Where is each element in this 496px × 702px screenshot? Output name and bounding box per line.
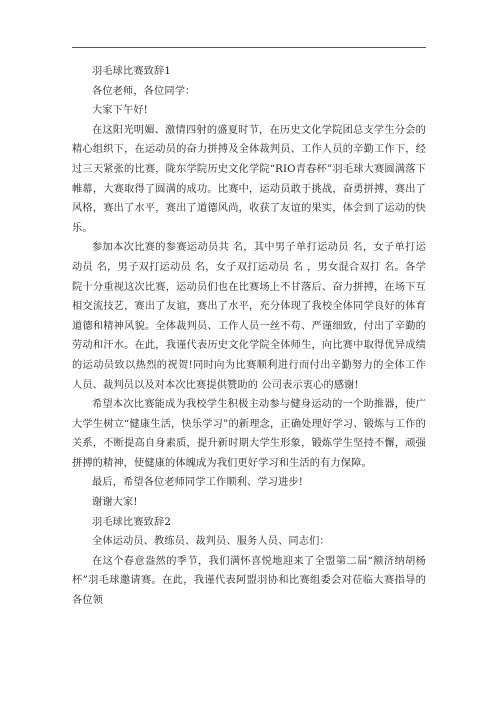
document-body [72, 62, 426, 611]
closing-line-1: 最后，希望各位老师同学工作顺利、学习进步! [92, 477, 303, 489]
salutation-1: 各位老师，各位同学： [92, 85, 196, 97]
greeting-1: 大家下午好! [92, 105, 148, 117]
body-paragraph-3: 希望本次比赛能成为我校学生积极主动参与健身运动的一个助推器，使广大学生树立“健康生活，快乐学习”的新理念，正确处理好学习、锻炼与工作的关系，不断提高自身素质，提升新时期大学生形象，锻炼学生坚持不懈，顽强拼搏的精神，使健康的体魄成为我们更好学习和生活的有力保障。 [72, 399, 426, 469]
body-paragraph-4: 在这个春意盎然的季节，我们满怀喜悦地迎来了全盟第二届“额济纳胡杨杯”羽毛球邀请赛。在此，我谨代表阿盟羽协和比赛组委会对莅临大赛指导的各位领 [72, 555, 426, 607]
section-title-2: 羽毛球比赛致辞2 [92, 516, 171, 528]
header-rule [72, 47, 426, 48]
salutation-2: 全体运动员、教练员、裁判员、服务人员、同志们： [92, 536, 330, 548]
section-title-1: 羽毛球比赛致辞1 [92, 66, 171, 77]
thanks-line-1: 谢谢大家! [92, 497, 138, 509]
body-paragraph-1: 在这阳光明媚、激情四射的盛夏时节，在历史文化学院团总支学生分会的精心组织下，在运动员的奋力拼搏及全体裁判员、工作人员的辛勤工作下，经过三天紧张的比赛，陇东学院历史文化学院“RIO青春杯”羽毛球大赛圆满落下帷幕，大赛取得了圆满的成功。比赛中，运动员敢于挑战，奋勇拼搏，赛出了风格，赛出了水平，赛出了道德风尚，收获了友谊的果实，体会到了运动的快乐。 [72, 124, 426, 234]
body-paragraph-2: 参加本次比赛的参赛运动员共 名，其中男子单打运动员 名，女子单打运动员 名，男子双打运动员 名，女子双打运动员 名 ，男女混合双打 名。各学院十分重视这次比赛，运动员们也在比赛场上不甘落后、奋力拼搏，在场下互相交流技艺，赛出了友谊，赛出了水平，充分体现了我校全体同学良好的体育道德和精神风貌。全体裁判员、工作人员一丝不苟、严谨细致，付出了辛勤的劳动和汗水。在此，我谨代表历史文化学院全体师生，向比赛中取得优异成绩的运动员致以热烈的祝贺!同时向为比赛顺利进行而付出辛勤努力的全体工作人员、裁判员以及对本次比赛提供赞助的 公司表示衷心的感谢! [72, 242, 426, 391]
